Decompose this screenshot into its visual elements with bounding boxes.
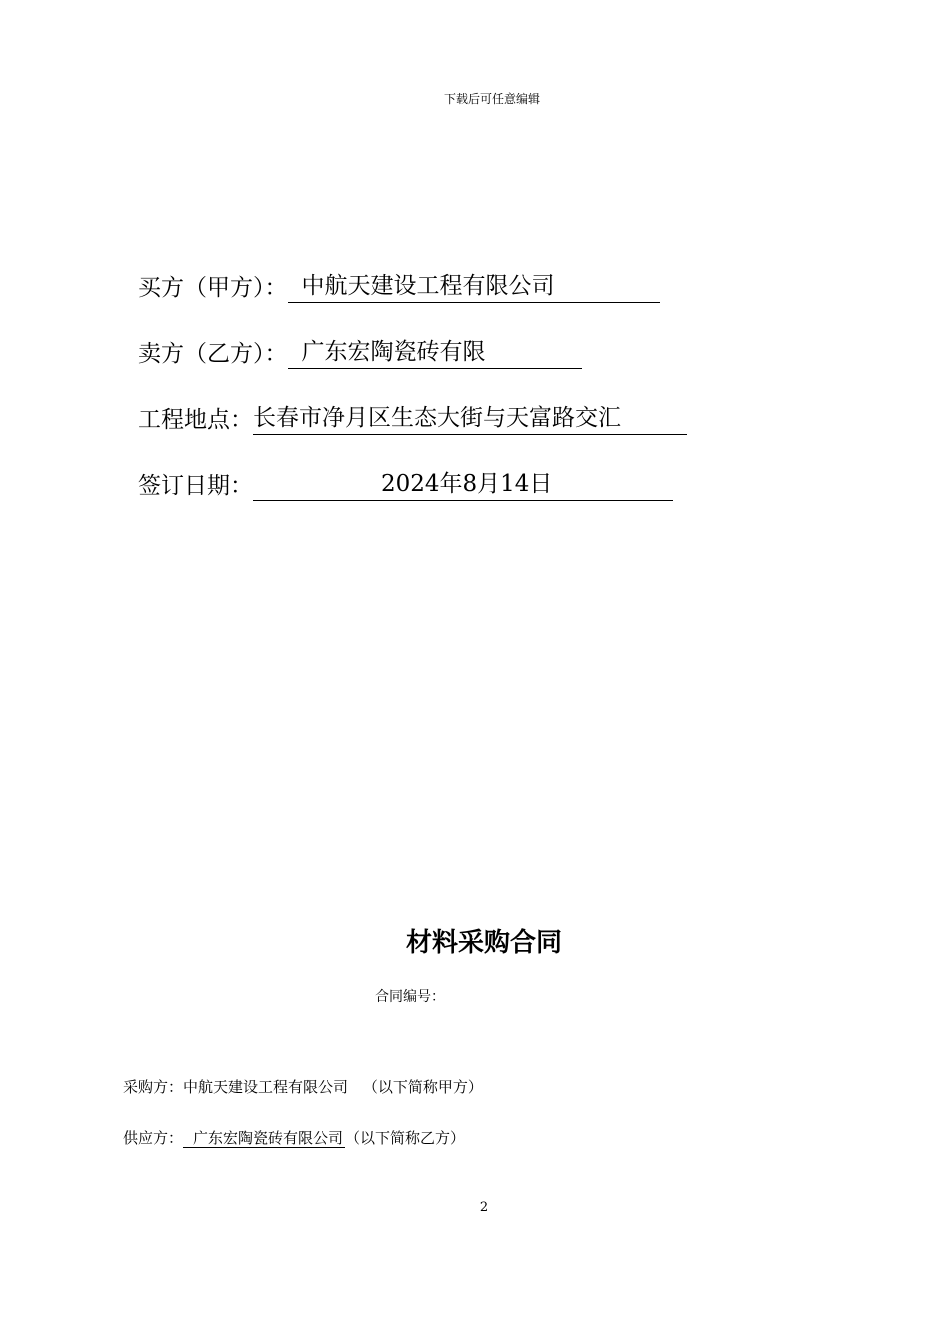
purchaser-value: 中航天建设工程有限公司 bbox=[183, 1078, 349, 1096]
date-label: 签订日期： bbox=[138, 473, 253, 499]
seller-field bbox=[138, 337, 582, 369]
buyer-value: 中航天建设工程有限公司 bbox=[288, 271, 660, 303]
purchaser-line bbox=[123, 1077, 483, 1097]
site-field bbox=[138, 403, 687, 435]
header-note: 下载后可任意编辑 bbox=[443, 92, 540, 106]
contract-title: 材料采购合同 bbox=[405, 928, 562, 958]
purchaser-label: 采购方： bbox=[123, 1078, 184, 1096]
contract-number-label: 合同编号： bbox=[375, 989, 445, 1005]
supplier-label: 供应方： bbox=[123, 1129, 184, 1147]
buyer-label: 买方（甲方）： bbox=[138, 275, 288, 301]
purchaser-note: （以下简称甲方） bbox=[362, 1078, 483, 1096]
supplier-line bbox=[123, 1128, 465, 1148]
supplier-value: 广东宏陶瓷砖有限公司 bbox=[183, 1129, 345, 1148]
supplier-note: （以下简称乙方） bbox=[345, 1129, 466, 1147]
date-value: 2024年8月14日 bbox=[253, 469, 673, 501]
page-number: 2 bbox=[479, 1200, 489, 1215]
seller-label: 卖方（乙方）： bbox=[138, 341, 288, 367]
contract-number bbox=[375, 986, 445, 1006]
date-field bbox=[138, 469, 673, 501]
seller-value: 广东宏陶瓷砖有限 bbox=[288, 337, 582, 369]
site-value: 长春市净月区生态大街与天富路交汇 bbox=[253, 403, 687, 435]
buyer-field bbox=[138, 271, 660, 303]
site-label: 工程地点： bbox=[138, 407, 253, 433]
